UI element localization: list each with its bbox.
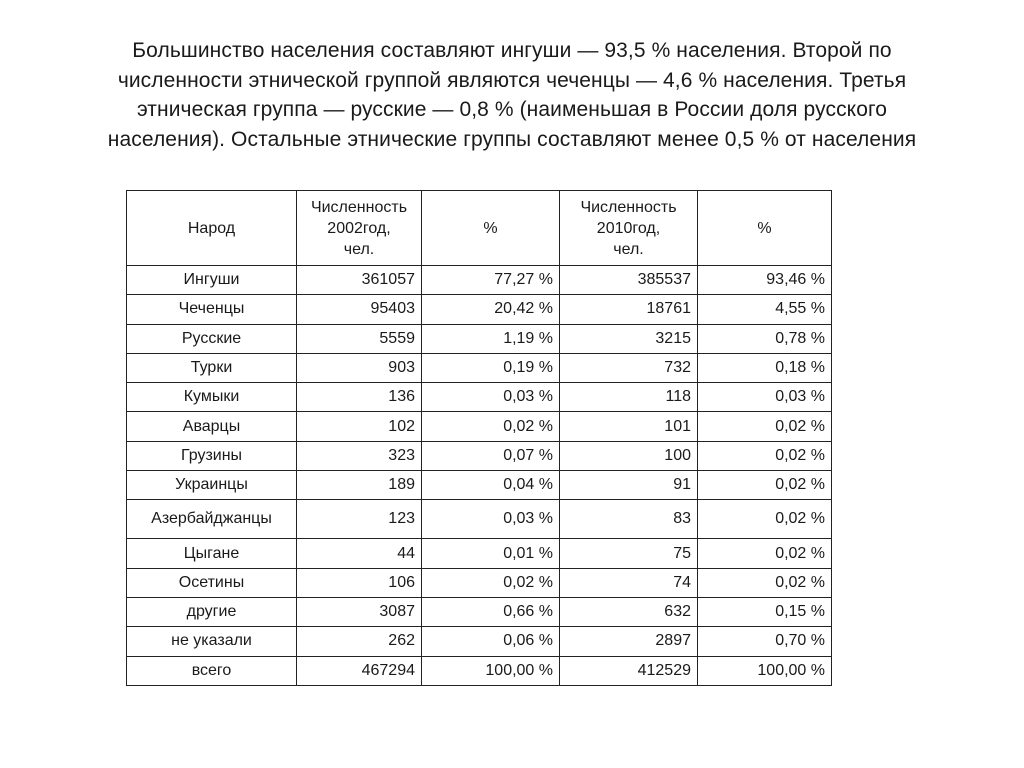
table-row [127, 441, 832, 470]
cell-count-2002: 5559 [297, 324, 422, 353]
cell-percent-2010: 0,78 % [698, 324, 832, 353]
intro-paragraph [30, 36, 994, 154]
cell-count-2002: 95403 [297, 295, 422, 324]
cell-count-2002: 44 [297, 539, 422, 568]
cell-percent-2010: 0,02 % [698, 539, 832, 568]
intro-line: численности этнической группой являются чеченцы — 4,6 % населения. Третья [117, 68, 907, 92]
header-percent-2002: % [422, 191, 560, 266]
intro-line: Большинство населения составляют ингуши — 93,5 % населения. Второй по [132, 39, 892, 62]
cell-people: Цыгане [127, 539, 297, 568]
header-count-2010: Численность 2010год, чел. [560, 191, 698, 266]
table-row [127, 656, 832, 685]
table-body [127, 266, 832, 686]
intro-line: населения). Остальные этнические группы составляют менее 0,5 % от населения [107, 127, 917, 151]
cell-percent-2010: 0,18 % [698, 353, 832, 382]
cell-people: Осетины [127, 568, 297, 597]
cell-count-2010: 100 [560, 441, 698, 470]
cell-percent-2002: 0,04 % [422, 471, 560, 500]
cell-people: Турки [127, 353, 297, 382]
cell-percent-2010: 0,02 % [698, 500, 832, 539]
cell-percent-2010: 0,15 % [698, 597, 832, 626]
table-row [127, 324, 832, 353]
cell-percent-2010: 0,02 % [698, 412, 832, 441]
cell-percent-2010: 0,02 % [698, 471, 832, 500]
cell-count-2002: 106 [297, 568, 422, 597]
cell-people: всего [127, 656, 297, 685]
table-row [127, 353, 832, 382]
cell-count-2010: 74 [560, 568, 698, 597]
table-row [127, 471, 832, 500]
cell-people: другие [127, 597, 297, 626]
cell-percent-2010: 0,02 % [698, 568, 832, 597]
table-row [127, 539, 832, 568]
cell-percent-2010: 0,70 % [698, 627, 832, 656]
cell-people: Кумыки [127, 383, 297, 412]
cell-count-2002: 361057 [297, 266, 422, 295]
header-people: Народ [127, 191, 297, 266]
cell-percent-2010: 93,46 % [698, 266, 832, 295]
cell-percent-2010: 4,55 % [698, 295, 832, 324]
cell-people: Русские [127, 324, 297, 353]
table-row [127, 412, 832, 441]
table-row [127, 266, 832, 295]
cell-count-2002: 102 [297, 412, 422, 441]
header-percent-2010: % [698, 191, 832, 266]
table-row [127, 383, 832, 412]
table-row [127, 627, 832, 656]
cell-percent-2002: 100,00 % [422, 656, 560, 685]
cell-count-2002: 467294 [297, 656, 422, 685]
table-row [127, 597, 832, 626]
cell-people: Грузины [127, 441, 297, 470]
cell-percent-2002: 20,42 % [422, 295, 560, 324]
cell-count-2002: 323 [297, 441, 422, 470]
population-table [126, 190, 832, 686]
cell-percent-2002: 0,07 % [422, 441, 560, 470]
cell-count-2010: 2897 [560, 627, 698, 656]
cell-percent-2002: 0,03 % [422, 500, 560, 539]
cell-count-2002: 123 [297, 500, 422, 539]
header-count-2002: Численность 2002год, чел. [297, 191, 422, 266]
cell-percent-2010: 100,00 % [698, 656, 832, 685]
cell-count-2010: 3215 [560, 324, 698, 353]
cell-count-2010: 385537 [560, 266, 698, 295]
cell-people: Аварцы [127, 412, 297, 441]
cell-count-2010: 83 [560, 500, 698, 539]
cell-count-2010: 632 [560, 597, 698, 626]
cell-percent-2002: 0,19 % [422, 353, 560, 382]
intro-line: этническая группа — русские — 0,8 % (наименьшая в России доля русского [136, 98, 888, 121]
cell-count-2002: 136 [297, 383, 422, 412]
cell-count-2010: 118 [560, 383, 698, 412]
cell-percent-2002: 0,02 % [422, 412, 560, 441]
cell-count-2002: 189 [297, 471, 422, 500]
cell-percent-2002: 0,03 % [422, 383, 560, 412]
cell-percent-2002: 1,19 % [422, 324, 560, 353]
cell-count-2002: 262 [297, 627, 422, 656]
cell-percent-2010: 0,02 % [698, 441, 832, 470]
cell-people: не указали [127, 627, 297, 656]
cell-count-2010: 75 [560, 539, 698, 568]
cell-percent-2010: 0,03 % [698, 383, 832, 412]
cell-count-2010: 91 [560, 471, 698, 500]
cell-percent-2002: 77,27 % [422, 266, 560, 295]
cell-count-2002: 3087 [297, 597, 422, 626]
table-row [127, 568, 832, 597]
cell-count-2010: 412529 [560, 656, 698, 685]
cell-percent-2002: 0,66 % [422, 597, 560, 626]
cell-count-2010: 18761 [560, 295, 698, 324]
table-row [127, 500, 832, 539]
cell-people: Украинцы [127, 471, 297, 500]
cell-count-2010: 732 [560, 353, 698, 382]
table-header-row [127, 191, 832, 266]
cell-count-2010: 101 [560, 412, 698, 441]
cell-people: Азербайджанцы [127, 500, 297, 539]
cell-percent-2002: 0,06 % [422, 627, 560, 656]
cell-people: Чеченцы [127, 295, 297, 324]
cell-people: Ингуши [127, 266, 297, 295]
cell-percent-2002: 0,01 % [422, 539, 560, 568]
cell-percent-2002: 0,02 % [422, 568, 560, 597]
cell-count-2002: 903 [297, 353, 422, 382]
table-row [127, 295, 832, 324]
